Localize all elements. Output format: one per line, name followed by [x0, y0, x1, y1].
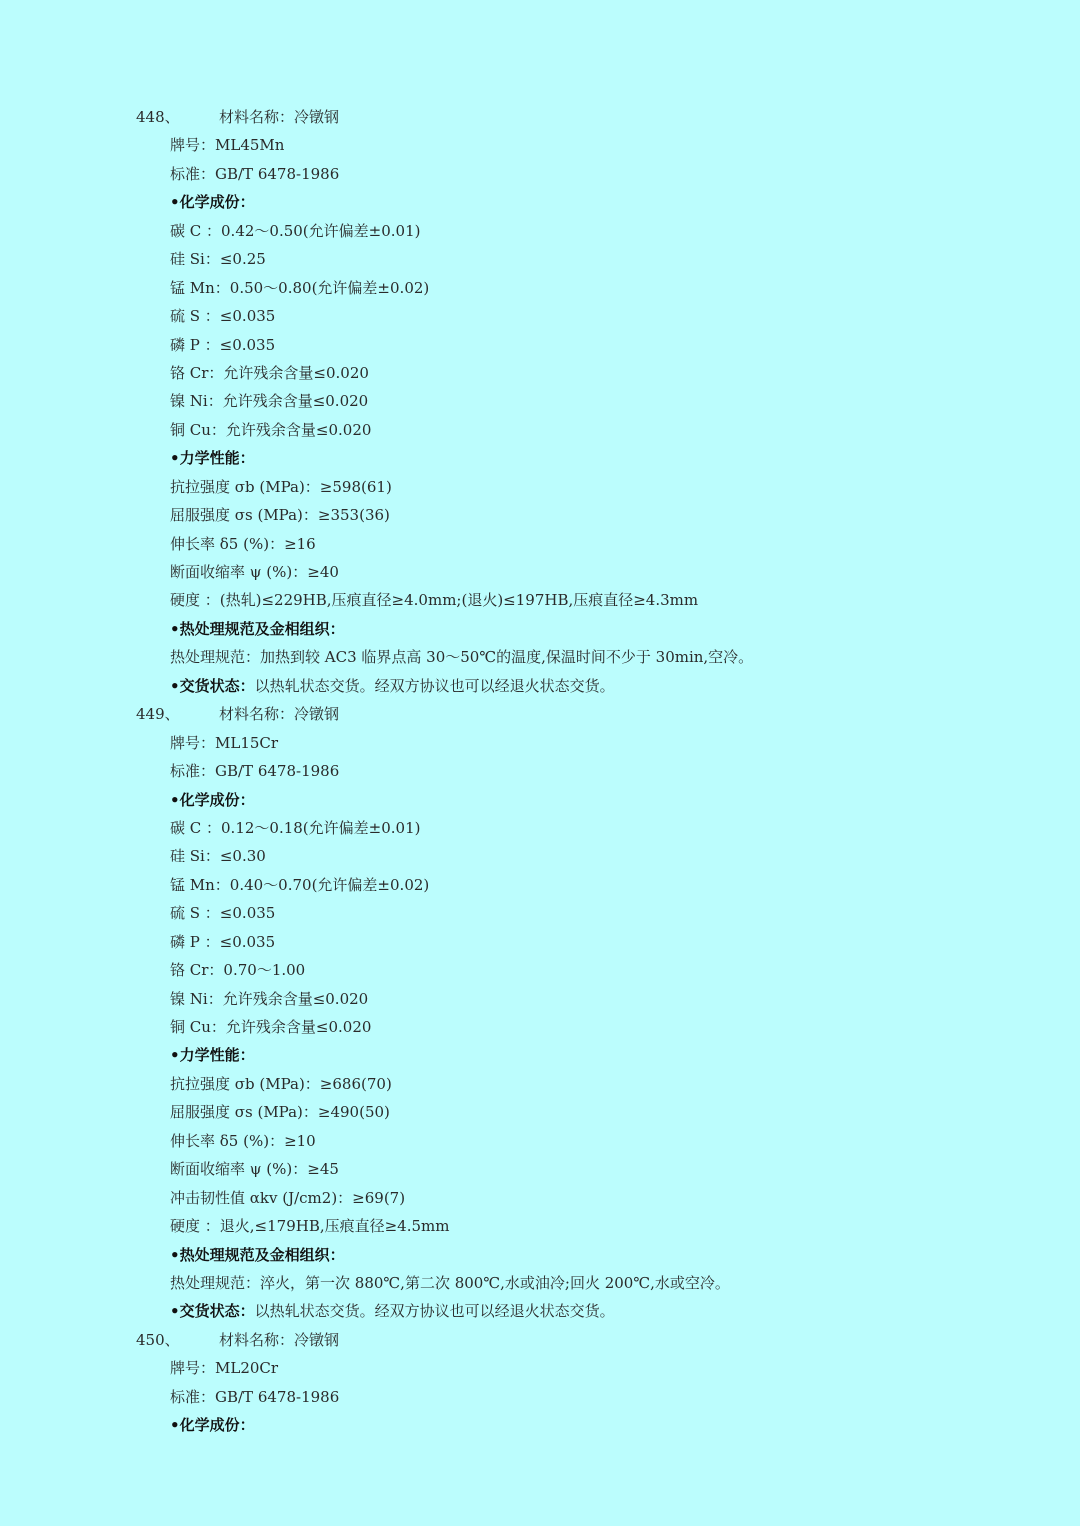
chem-line: 磷 P ：≤0.035: [170, 932, 276, 951]
chem-line: 硅 Si：≤0.30: [170, 847, 266, 866]
delivery-text: 以热轧状态交货。经双方协议也可以经退火状态交货。: [254, 676, 615, 695]
chem-line: 硅 Si：≤0.25: [170, 250, 266, 269]
chem-line: 镍 Ni：允许残余含量≤0.020: [170, 989, 369, 1008]
chem-line: 铜 Cu：允许残余含量≤0.020: [170, 420, 372, 439]
delivery-heading: 交货状态：: [179, 1302, 255, 1321]
delivery-heading: 交货状态：: [179, 676, 255, 695]
chem-heading: •化学成份：: [170, 193, 255, 212]
standard: 标准：GB/T 6478-1986: [170, 762, 340, 781]
entry-number: 448、: [136, 108, 180, 126]
material-name: 材料名称：冷镦钢: [219, 1330, 340, 1349]
grade: 牌号：ML20Cr: [170, 1359, 279, 1378]
grade: 牌号：ML45Mn: [170, 136, 285, 155]
entry-header: [0, 700, 1080, 728]
bullet-icon: •: [170, 676, 180, 695]
entry-number: 449、: [136, 705, 180, 724]
mech-line: 断面收缩率 ψ (%)：≥40: [170, 563, 339, 581]
standard: 标准：GB/T 6478-1986: [170, 1387, 340, 1406]
chem-line: 铜 Cu：允许残余含量≤0.020: [170, 1018, 372, 1036]
bullet-icon: •: [170, 1302, 180, 1321]
mech-line: 伸长率 δ5 (%)：≥16: [170, 534, 316, 553]
bullet-icon: •: [170, 193, 180, 212]
grade: 牌号：ML15Cr: [170, 733, 279, 752]
heat-treatment: 热处理规范：淬火，第一次 880℃,第二次 800℃,水或油冷;回火 200℃,水或空冷。: [170, 1273, 730, 1292]
entry-header: [0, 103, 1080, 131]
chem-line: 铬 Cr：0.70～1.00: [170, 961, 306, 980]
heat-treatment: 热处理规范：加热到较 AC3 临界点高 30～50℃的温度,保温时间不少于 30min,空冷。: [170, 648, 754, 667]
mech-heading: •力学性能：: [170, 1046, 255, 1065]
chem-heading: •化学成份：: [170, 1416, 255, 1435]
mech-line: 硬度 ：(热轧)≤229HB,压痕直径≥4.0mm;(退火)≤197HB,压痕直径≥4.3mm: [170, 591, 699, 610]
bullet-icon: •: [170, 1416, 180, 1435]
mech-line: 抗拉强度 σb (MPa)：≥686(70): [170, 1074, 392, 1093]
entry-header: [0, 1326, 1080, 1354]
material-name: 材料名称：冷镦钢: [219, 108, 340, 126]
document-body: [0, 103, 1080, 1440]
heat-heading: •热处理规范及金相组织：: [170, 619, 345, 638]
mech-heading: •力学性能：: [170, 449, 255, 468]
bullet-icon: •: [170, 1245, 180, 1264]
standard: 标准：GB/T 6478-1986: [170, 164, 340, 183]
chem-line: 铬 Cr：允许残余含量≤0.020: [170, 363, 369, 382]
heat-heading: •热处理规范及金相组织：: [170, 1245, 345, 1264]
chem-line: 锰 Mn：0.40～0.70(允许偏差±0.02): [170, 875, 430, 894]
chem-heading: •化学成份：: [170, 790, 255, 809]
mech-line: 屈服强度 σs (MPa)：≥490(50): [170, 1103, 390, 1122]
bullet-icon: •: [170, 790, 180, 809]
chem-line: 硫 S ：≤0.035: [170, 307, 276, 326]
chem-line: 锰 Mn：0.50～0.80(允许偏差±0.02): [170, 278, 430, 297]
material-name: 材料名称：冷镦钢: [219, 705, 340, 724]
mech-line: 抗拉强度 σb (MPa)：≥598(61): [170, 477, 392, 496]
bullet-icon: •: [170, 1046, 180, 1065]
mech-line: 伸长率 δ5 (%)：≥10: [170, 1131, 316, 1150]
delivery-text: 以热轧状态交货。经双方协议也可以经退火状态交货。: [254, 1302, 615, 1321]
mech-line: 断面收缩率 ψ (%)：≥45: [170, 1160, 339, 1179]
mech-line: 屈服强度 σs (MPa)：≥353(36): [170, 506, 390, 525]
chem-line: 镍 Ni：允许残余含量≤0.020: [170, 392, 369, 411]
bullet-icon: •: [170, 449, 180, 468]
mech-line: 冲击韧性值 αkv (J/cm2)：≥69(7): [170, 1188, 406, 1207]
bullet-icon: •: [170, 619, 180, 638]
chem-line: 碳 C ：0.12～0.18(允许偏差±0.01): [170, 818, 421, 837]
chem-line: 硫 S ：≤0.035: [170, 904, 276, 923]
chem-line: 碳 C ：0.42～0.50(允许偏差±0.01): [170, 221, 421, 240]
mech-line: 硬度 ：退火,≤179HB,压痕直径≥4.5mm: [170, 1217, 450, 1236]
chem-line: 磷 P ：≤0.035: [170, 335, 276, 354]
entry-number: 450、: [136, 1330, 180, 1349]
delivery-line: [0, 672, 1080, 700]
delivery-line: [0, 1297, 1080, 1325]
